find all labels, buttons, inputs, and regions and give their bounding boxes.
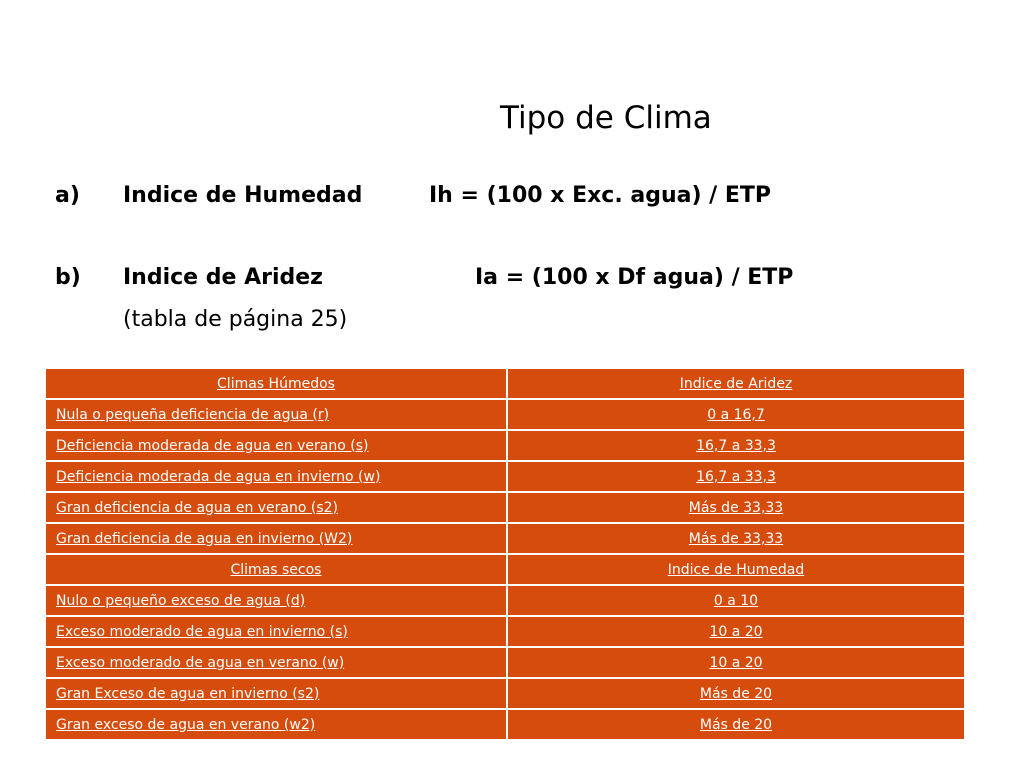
table-row	[45, 523, 965, 554]
table-row	[45, 399, 965, 430]
table-cell: Nulo o pequeño exceso de agua (d)	[45, 585, 507, 616]
item-label: Indice de Humedad	[123, 183, 363, 208]
table-cell: Indice de Humedad	[507, 554, 965, 585]
item-formula: Ia = (100 x Df agua) / ETP	[475, 265, 794, 290]
table-row	[45, 616, 965, 647]
table-row	[45, 678, 965, 709]
item-label: Indice de Aridez	[123, 265, 323, 290]
table-row	[45, 461, 965, 492]
table-cell: 0 a 10	[507, 585, 965, 616]
table-row	[45, 647, 965, 678]
table-cell: Gran deficiencia de agua en verano (s2)	[45, 492, 507, 523]
slide-title: Tipo de Clima	[500, 100, 712, 136]
item-formula: Ih = (100 x Exc. agua) / ETP	[429, 183, 772, 208]
item-humedad	[55, 183, 955, 213]
table-cell: 10 a 20	[507, 647, 965, 678]
table-cell: 16,7 a 33,3	[507, 461, 965, 492]
table-row	[45, 430, 965, 461]
table-cell: Más de 33,33	[507, 492, 965, 523]
table-cell: 16,7 a 33,3	[507, 430, 965, 461]
item-aridez	[55, 265, 955, 295]
table-cell: Gran Exceso de agua en invierno (s2)	[45, 678, 507, 709]
table-cell: Indice de Aridez	[507, 368, 965, 399]
table-cell: Exceso moderado de agua en verano (w)	[45, 647, 507, 678]
table-section-header-row	[45, 554, 965, 585]
table-cell: Gran deficiencia de agua en invierno (W2)	[45, 523, 507, 554]
table-cell: Climas secos	[45, 554, 507, 585]
table-cell: Exceso moderado de agua en invierno (s)	[45, 616, 507, 647]
table-section-header-row	[45, 368, 965, 399]
table-cell: Nula o pequeña deficiencia de agua (r)	[45, 399, 507, 430]
item-marker: b)	[55, 265, 81, 290]
table-cell: 0 a 16,7	[507, 399, 965, 430]
table-cell: Deficiencia moderada de agua en invierno (w)	[45, 461, 507, 492]
table-cell: 10 a 20	[507, 616, 965, 647]
table-cell: Climas Húmedos	[45, 368, 507, 399]
table-cell: Gran exceso de agua en verano (w2)	[45, 709, 507, 740]
climate-table	[44, 367, 966, 741]
table-cell: Deficiencia moderada de agua en verano (s)	[45, 430, 507, 461]
table-cell: Más de 20	[507, 678, 965, 709]
table-row	[45, 585, 965, 616]
table-row	[45, 492, 965, 523]
table-cell: Más de 20	[507, 709, 965, 740]
table-reference-note: (tabla de página 25)	[123, 307, 348, 332]
item-marker: a)	[55, 183, 80, 208]
table-cell: Más de 33,33	[507, 523, 965, 554]
table-row	[45, 709, 965, 740]
